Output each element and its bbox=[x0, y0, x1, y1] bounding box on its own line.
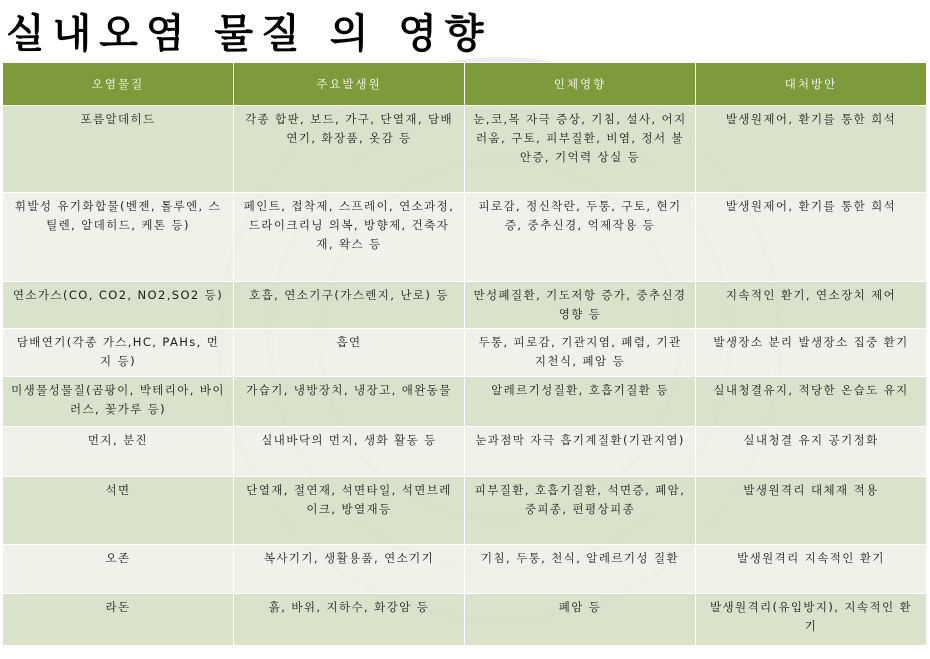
cell-countermeasure: 발생장소 분리 발생장소 집중 환기 bbox=[696, 329, 927, 377]
cell-countermeasure: 발생원제어, 환기를 통한 희석 bbox=[696, 193, 927, 282]
table-row bbox=[3, 427, 927, 477]
cell-source: 흙, 바위, 지하수, 화강암 등 bbox=[234, 594, 465, 646]
cell-countermeasure: 지속적인 환기, 연소장치 제어 bbox=[696, 282, 927, 329]
table-row bbox=[3, 193, 927, 282]
cell-health-effect: 눈,코,목 자극 증상, 기침, 설사, 어지러움, 구토, 피부질환, 비염, 정서 불안증, 기억력 상실 등 bbox=[465, 106, 696, 193]
cell-source: 복사기기, 생활용품, 연소기기 bbox=[234, 545, 465, 594]
cell-pollutant: 먼지, 분진 bbox=[3, 427, 234, 477]
cell-health-effect: 알레르기성질환, 호흡기질환 등 bbox=[465, 377, 696, 427]
header-pollutant: 오염물질 bbox=[3, 63, 234, 106]
cell-health-effect: 기침, 두통, 천식, 알레르기성 질환 bbox=[465, 545, 696, 594]
cell-source: 각종 합판, 보드, 가구, 단열재, 담배연기, 화장품, 옷감 등 bbox=[234, 106, 465, 193]
table-row bbox=[3, 545, 927, 594]
cell-health-effect: 피로감, 정신착란, 두통, 구토, 현기증, 중추신경, 억제작용 등 bbox=[465, 193, 696, 282]
cell-source: 실내바닥의 먼지, 생화 활동 등 bbox=[234, 427, 465, 477]
table-row bbox=[3, 329, 927, 377]
cell-health-effect: 눈과점막 자극 흡기계질환(기관지염) bbox=[465, 427, 696, 477]
cell-source: 페인트, 접착제, 스프레이, 연소과정, 드라이크리닝 의복, 방향제, 건축자재, 왁스 등 bbox=[234, 193, 465, 282]
cell-countermeasure: 발생원제어, 환기를 통한 희석 bbox=[696, 106, 927, 193]
cell-pollutant: 오존 bbox=[3, 545, 234, 594]
cell-source: 가습기, 냉방장치, 냉장고, 애완동물 bbox=[234, 377, 465, 427]
header-countermeasure: 대처방안 bbox=[696, 63, 927, 106]
header-health-effect: 인체영향 bbox=[465, 63, 696, 106]
cell-health-effect: 두통, 피로감, 기관지염, 폐렴, 기관지천식, 폐암 등 bbox=[465, 329, 696, 377]
table-row bbox=[3, 594, 927, 646]
table-row bbox=[3, 477, 927, 545]
cell-countermeasure: 실내청결 유지 공기정화 bbox=[696, 427, 927, 477]
cell-pollutant: 휘발성 유기화합물(벤젠, 톨루엔, 스틸렌, 알데히드, 케톤 등) bbox=[3, 193, 234, 282]
cell-health-effect: 폐암 등 bbox=[465, 594, 696, 646]
header-source: 주요발생원 bbox=[234, 63, 465, 106]
cell-countermeasure: 발생원격리 대체재 적용 bbox=[696, 477, 927, 545]
cell-health-effect: 피부질환, 호흡기질환, 석면증, 폐암, 중피종, 편평상피종 bbox=[465, 477, 696, 545]
pollutant-table bbox=[2, 62, 927, 646]
cell-countermeasure: 발생원격리(유입방지), 지속적인 환기 bbox=[696, 594, 927, 646]
cell-source: 흡연 bbox=[234, 329, 465, 377]
cell-source: 호흡, 연소기구(가스렌지, 난로) 등 bbox=[234, 282, 465, 329]
table-row bbox=[3, 282, 927, 329]
cell-countermeasure: 발생원격리 지속적인 환기 bbox=[696, 545, 927, 594]
cell-health-effect: 만성폐질환, 기도저항 증가, 중추신경영향 등 bbox=[465, 282, 696, 329]
cell-pollutant: 담배연기(각종 가스,HC, PAHs, 먼지 등) bbox=[3, 329, 234, 377]
cell-pollutant: 석면 bbox=[3, 477, 234, 545]
cell-source: 단열재, 절연재, 석면타일, 석면브레이크, 방열재등 bbox=[234, 477, 465, 545]
cell-pollutant: 미생물성물질(곰팡이, 박테리아, 바이러스, 꽃가루 등) bbox=[3, 377, 234, 427]
cell-pollutant: 연소가스(CO, CO2, NO2,SO2 등) bbox=[3, 282, 234, 329]
table-row bbox=[3, 377, 927, 427]
cell-pollutant: 포름알데히드 bbox=[3, 106, 234, 193]
table-header-row bbox=[3, 63, 927, 106]
cell-countermeasure: 실내청결유지, 적당한 온습도 유지 bbox=[696, 377, 927, 427]
page-title: 실내오염 물질 의 영향 bbox=[6, 11, 492, 57]
table-row bbox=[3, 106, 927, 193]
cell-pollutant: 라돈 bbox=[3, 594, 234, 646]
